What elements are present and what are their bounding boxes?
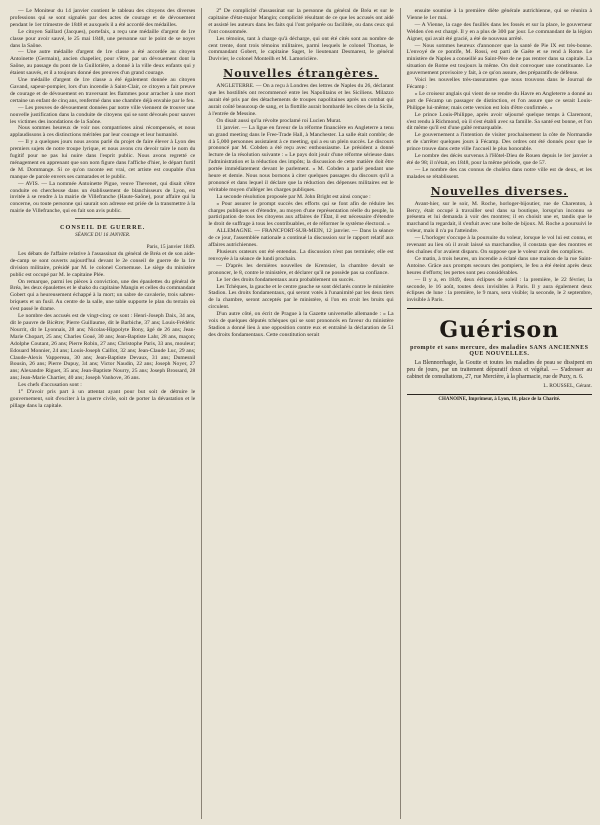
article-paragraph: ALLEMAGNE. — FRANCFORT-SUR-MEIN, 12 janvier. — Dans la séance de ce jour, l'assemblée nationale a continué la discussion sur le rapport relatif aux affaires autrichiennes.: [208, 228, 394, 249]
article-paragraph: — Le nombre des cas connus de choléra dans notre ville est de deux, et les malades se rétablissent.: [406, 166, 592, 180]
article-paragraph: Nous sommes heureux de voir nos compatriotes ainsi récompensés, et nous applaudissons à ces distinctions méritées par leur courage et leur humanité.: [10, 125, 196, 139]
article-paragraph: — Le Moniteur du 14 janvier contient le tableau des citoyens des diverses professions qui se sont signalés par des actes de courage et de dévouement pendant le 1er trimestre de 1848 et auxquels il a été accordé des médailles.: [10, 8, 196, 28]
section-title-misc-news: Nouvelles diverses.: [430, 184, 569, 198]
article-paragraph: — D'après les dernières nouvelles de Kremsier, la chambre devait se prononcer, le 8, contre le ministère, et déclarer qu'il ne possède pas sa confiance.: [208, 262, 394, 276]
article-paragraph: Plusieurs orateurs ont été entendus. La discussion n'est pas terminée; elle est renvoyée à la séance de lundi prochain.: [208, 249, 394, 262]
article-paragraph: Les débats de l'affaire relative à l'assassinat du général de Bréa et de son aide-de-camp se sont ouverts aujourd'hui devant le 2e conseil de guerre de la 1re division militaire, présidé par M. le colonel Cornemuse. Le siège du ministère public est occupé par M. le capitaine Plée.: [10, 250, 196, 278]
article-paragraph: — A Vienne, la cage des fusillés dans les fossés et sur la place, le gouverneur Welden s'en est chargé. Il y en a plus de 300 par jour. Le commandant de la légion Aigner, qui avait été gracié, a été de nouveau arrêté.: [406, 21, 592, 42]
column-2: [201, 8, 393, 819]
advert-rule: [407, 308, 592, 309]
article-paragraph: Le nombre des accusés est de vingt-cinq; ce sont : Henri-Joseph Daix, 34 ans, dit le pauvre de Bicêtre; Pierre Guillaume, dit le Barbiche, 37 ans; Louis-Frédéric Nourrit, dit le Lyonnais, 28 ans; Nicolas-Hippolyte Bony, âgé de 26 ans; Jean-Marie Chopart, 25 ans; Charles Goué, 30 ans; Jean-Baptiste Lahr, 28 ans, maçon; Adolphe Coutant, 26 ans; Pierre Robin, 27 ans; Christophe Paris, 33 ans, mouleur; Edouard Monnier, 24 ans; Louis-Joseph Caillot, 32 ans; Jean-Claude Luc, 29 ans; Claude-Alexis Vappereau, 30 ans; Jean-Baptiste Devaux, 31 ans; Dumesnil Bousin, 26 ans; Pierre Dupuy, 34 ans; Victor Naudin, 22 ans; Joseph Noyer, 27 ans; Alexandre Riguet, 35 ans; Jean-Baptiste Nourry, 25 ans; Joseph Brossard, 28 ans; Jean-Marie Chartier, 40 ans; Joseph Vanhove, 36 ans.: [10, 313, 196, 382]
advert-title: Guérison: [439, 317, 560, 344]
article-paragraph: Le 1er des droits fondamentaux aura probablement un succès.: [216, 276, 355, 283]
article-paragraph: — AVIS. — La nommée Antoinette Pigue, veuve Thevenet, qui disait s'être conduite en chercheuse dans un établissement de blanchisseurs de Lyon, est invitée à se rendre à la mairie de Villefranche (Haute-Saône), pour affaire qui la concerne, ou toute personne qui saurait son adresse est priée de la transmettre à la mairie de Villefranche, qui en fait son avis public.: [10, 180, 196, 215]
article-paragraph: — L'horloger s'occupe à la poursuite du voleur, lorsque le vol lui est connu, et revenant au lieu où il avait laissé sa marchandise, il constata que des montres et des chaînes d'or avaient disparu. On suppose que le voleur avait des complices.: [406, 235, 592, 255]
article-paragraph: — Les preuves de dévouement données par notre ville viennent de trouver une nouvelle justification dans la conduite de citoyens qui se sont dévoués pour sauver les victimes des inondations de la Saône.: [10, 104, 196, 125]
article-paragraph: Une médaille d'argent de 1re classe a été également donnée au citoyen Gavand, sapeur-pompier, lors d'un incendie à Saint-Clair, ce citoyen a fait preuve de courage et de dévouement en traversant les flammes pour arracher à une mort certaine un enfant de cinq ans, renfermé dans une chambre déjà envahie par le feu.: [10, 77, 196, 104]
article-paragraph: D'un autre côté, on écrit de Prague à la Gazette universelle allemande : « La voix de quelques députés tchèques qui se sont prononcés en faveur du ministère Stadion a donné lieu à une opposition contre eux et entraîné la déclaration de 51 des droits fondamentaux. Cette constitution serait: [208, 311, 394, 338]
column-3: [400, 8, 592, 819]
divider: [75, 218, 131, 219]
article-paragraph: — Il y a quelques jours nous avons parlé du projet de faire élever à Lyon des premiers sujets de notre troupe lyrique, et nous avons cru devoir taire le nom du fugitif pour ne pas lui nuire dans l'esprit public. Nous avons regretté ce ménagement en apprenant que son nom figure dans l'affiche d'hier, le départ furtif de M. Dommange. Si ce qu'on raconte est vrai, cet artiste est coupable d'un manque de parole envers ses camarades et le public.: [10, 139, 196, 180]
article-paragraph: « Pour assurer le prompt succès des efforts qui se font afin de réduire les charges publiques et d'étendre, au moyen d'une représentation réelle du peuple, la participation de tous les citoyens aux affaires de l'État, il est nécessaire d'étendre le droit de suffrage à tous les contribuables, et de réformer le système électoral. »: [208, 200, 394, 228]
advert-subtitle: prompte et sans mercure, des maladies SANS ANCIENNES QUE NOUVELLES.: [410, 345, 589, 358]
article-paragraph: Le citoyen Saillard (Jacques), portefaix, a reçu une médaille d'argent de 1re classe pour avoir sauvé, le 25 mai 1848, une personne sur le point de se noyer dans la Saône.: [10, 28, 196, 49]
article-paragraph: On disait aussi qu'la révolte proclamé roi Lucien Murat.: [216, 117, 342, 124]
gerant-signature: L. ROUSSEL, Gérant.: [543, 382, 592, 389]
article-paragraph: On remarque, parmi les pièces à conviction, une des épaulettes du général de Bréa, les deux épaulettes et le shako du capitaine Mangin et celles du commandant Gobert qui a heureusement échappé à la mort; un sabre de cavalerie, trois sabres-briquets et un fusil. Au centre de la salle, une table supporte le plan du terrain où s'est passé le drame.: [10, 278, 196, 313]
article-paragraph: Le prince Louis-Philippe, après avoir séjourné quelque temps à Claremont, s'est rendu à Richmond, où il s'est établi avec sa famille. Sa santé est bonne, et l'on dit même qu'il est d'une gaîté remarquable.: [406, 111, 592, 132]
article-paragraph: 11 janvier. — La ligue en faveur de la réforme financière en Angleterre a tenu un grand meeting dans le Free-Trade Hall, à Manchester. La salle était comble; de 4 à 5,000 personnes assistaient à ce meeting, qui a eu un plein succès. Le discours prononcé par M. Cobden a été reçu avec enthousiasme. Le président a donné lecture de la résolution suivante : « Le pays doit jouir d'une réforme sérieuse dans l'administration et la réduction des impôts; la discussion de cette matière doit être portée immédiatement devant le parlement. » M. Cobden a parlé pendant une heure et demie. Nous nous bornons à citer quelques passages du discours qu'il a prononcé et dans lequel il déclare que la réduction des dépenses militaires est le véritable moyen d'alléger les charges publiques.: [208, 124, 394, 193]
section-heading: CONSEIL DE GUERRE.: [60, 224, 146, 232]
column-1: [10, 8, 195, 819]
article-paragraph: Ce matin, à trois heures, un incendie a éclaté dans une maison de la rue Saint-Antoine. Grâce aux prompts secours des pompiers, le feu a été éteint après deux heures d'efforts; les pertes sont peu considérables.: [406, 255, 592, 276]
article-paragraph: — Nous sommes heureux d'annoncer que la santé de Pie IX est très-bonne. L'envoyé de ce pontife, M. Rossi, est parti de Gaëte et se rend à Rome. Le ministère de Naples a conseillé au Saint-Père de ne pas rentrer dans sa capitale. La situation de Rome est toujours la même. On doit convoquer une constituante. Le gouvernement provisoire y fait, à ce qu'on assure, des préparatifs de défense.: [406, 42, 592, 77]
article-paragraph: ensuite soumise à la première diète générale autrichienne, qui se réunira à Vienne le 1er mai.: [406, 8, 592, 21]
printer-imprint: CHANOINE, Imprimeur, à Lyon, 10, place de la Charité.: [438, 396, 561, 402]
article-paragraph: Les Tchèques, la gauche et le centre gauche se sont déclarés contre le ministère Stadion. Les droits fondamentaux, qui seront votés à l'unanimité par les deux tiers de la chambre, seront acceptés par le ministère, si l'on en croit les bruits qui circulent.: [208, 283, 394, 311]
article-paragraph: Avant-hier, sur le soir, M. Roche, horloger-bijoutier, rue de Charenton, à Bercy, était occupé à travailler seul dans sa boutique, lorsqu'un inconnu se présenta et lui demanda à voir des montres; il en choisit une et, tandis que le marchand la regardait, il s'enfuit avec une boîte de bijoux. M. Roche a poursuivi le voleur, mais il n'a pu l'atteindre.: [406, 200, 592, 235]
advert-body: La Blennorrhagie, la Goutte et toutes les maladies de peau se dissipent en peu de jours, par un traitement dépuratif doux et végétal. — S'adresser au cabinet de consultations, 27, rue Mercière, à la pharmacie, rue de Puzy, n. 6.: [406, 360, 592, 381]
section-title-foreign-news: Nouvelles étrangères.: [223, 67, 379, 81]
article-paragraph: Le gouvernement a l'intention de visiter prochainement la côte de Normandie et de s'arrêter quelques jours à Fécamp. Des ordres ont été donnés pour que le prince trouve dans cette ville l'accueil le plus honorable.: [406, 132, 592, 153]
article-paragraph: Le nombre des décès survenus à l'Hôtel-Dieu de Rouen depuis le 1er janvier a été de 98; il n'était, en 1848, pour la même période, que de 57.: [406, 153, 592, 166]
section-subheading: SÉANCE DU 16 JANVIER.: [75, 233, 131, 239]
article-paragraph: 2° De complicité d'assassinat sur la personne du général de Bréa et sur le capitaine d'état-major Mangin; complicité résultant de ce que les accusés ont aidé et assisté les auteurs dans les faits qui l'ont préparée ou facilitée, ou dans ceux qui l'ont consommée.: [208, 8, 394, 35]
article-paragraph: Voici les nouvelles très-rassurantes que nous trouvons dans le Journal de Fécamp :: [406, 77, 592, 90]
article-paragraph: Les témoins, tant à charge qu'à décharge, qui ont été cités sont au nombre de cent trente, dont trois témoins militaires, parmi lesquels le colonel Thomas, le commandant Gobert, le capitaine Saget, le lieutenant Desmarest, le général Duvivier, le colonel Monteilh et M. Lamoricière.: [208, 35, 394, 63]
article-paragraph: Les chefs d'accusation sont :: [18, 382, 82, 389]
article-paragraph: « Le croiseur anglais qui vient de se rendre du Havre en Angleterre a donné au port de Fécamp un passager de distinction, et l'on assure que ce serait Louis-Philippe lui-même; mais cette version est loin d'être confirmée. »: [406, 90, 592, 111]
imprint-rule: [407, 394, 592, 395]
article-paragraph: ANGLETERRE. — On a reçu à Londres des lettres de Naples du 26, déclarant que les hostilités ont recommencé entre les Napolitains et les Siciliens. Milazzo aurait été pris par des détachements de troupes napolitaines après un combat qui aurait coûté beaucoup de sang, et la flottille aurait bombardé les côtes de la Sicile, à l'entrée de Messine.: [208, 83, 394, 117]
article-paragraph: La seconde résolution proposée par M. John Bright est ainsi conçue :: [216, 193, 371, 200]
dateline: Paris, 15 janvier 1849.: [146, 244, 196, 250]
article-paragraph: 1° D'avoir pris part à un attentat ayant pour but soit de détruire le gouvernement, soit d'exciter à la guerre civile, soit de porter la dévastation et le pillage dans la capitale.: [10, 389, 196, 409]
article-paragraph: — Il y a, en 1849, deux éclipses de soleil : la première, le 22 février, la seconde, le 16 août, toutes deux invisibles à Paris. Il y aura également deux éclipses de lune : la première, le 9 mars, sera visible; la seconde, le 2 septembre, invisible à Paris.: [406, 276, 592, 304]
article-paragraph: — Une autre médaille d'argent de 1re classe a été accordée au citoyen Antoinette (Germain), ancien chapelier, pour s'être, par un dévouement dont la Saône, au passage du pont de la Guillotière, a donné à la ville deux enfants qui y étaient sauvés, et il a toujours donné des preuves d'un grand courage.: [10, 49, 196, 77]
